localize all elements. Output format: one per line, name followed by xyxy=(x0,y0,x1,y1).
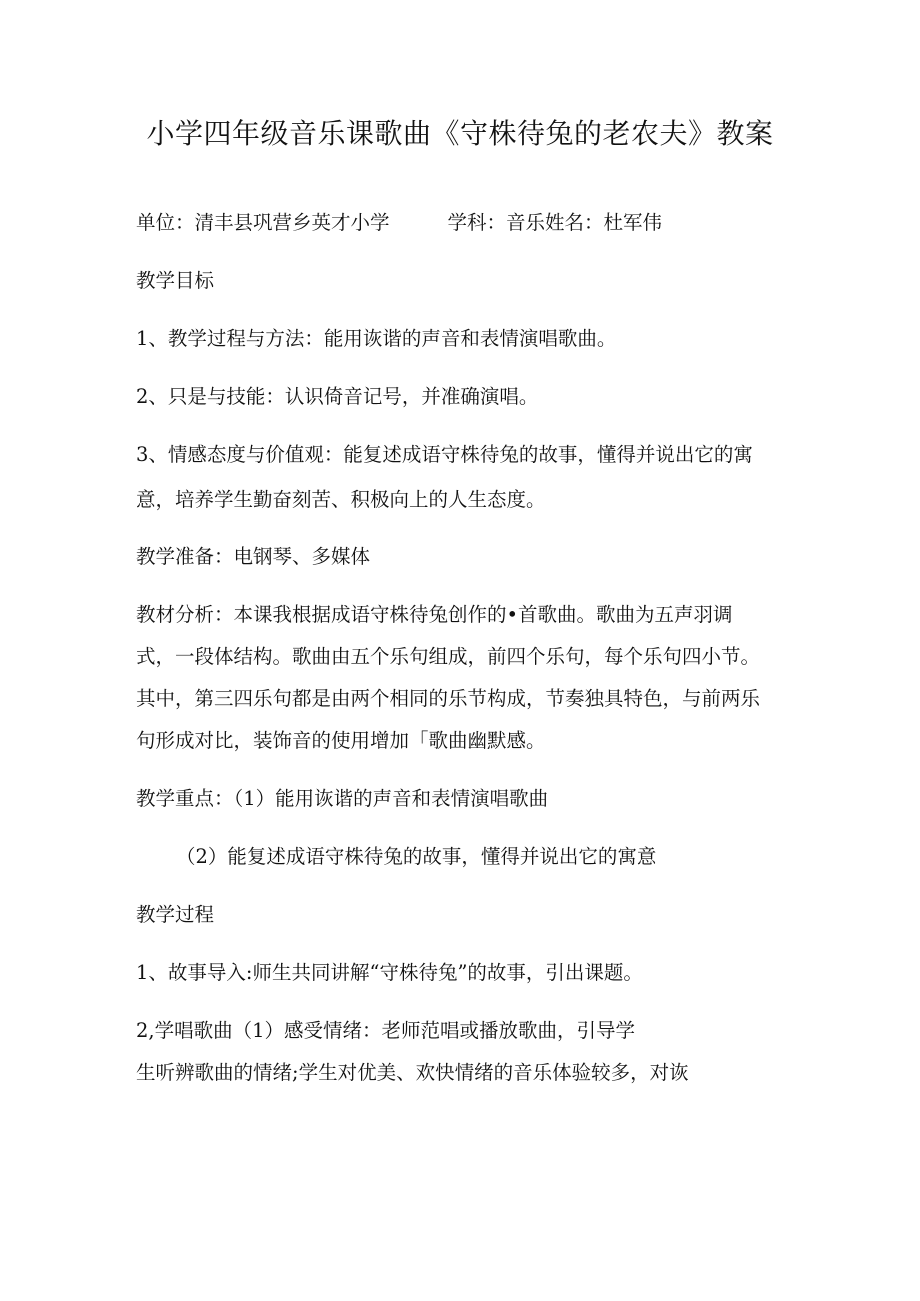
unit-info: 单位：清丰县巩营乡英才小学 xyxy=(136,211,390,234)
goal-2: 2、只是与技能：认识倚音记号，并准确演唱。 xyxy=(136,385,539,408)
process-step-2-line-2: 生听辨歌曲的情绪;学生对优美、欢快情绪的音乐体验较多，对诙 xyxy=(136,1061,689,1084)
analysis-line-3: 其中，第三四乐句都是由两个相同的乐节构成，节奏独具特色，与前两乐 xyxy=(136,687,761,710)
subject-name-info: 学科：音乐姓名：杜军伟 xyxy=(447,211,663,234)
process-step-1: 1、故事导入:师生共同讲解“守株待兔”的故事，引出课题。 xyxy=(136,961,643,984)
key-point-2: （2）能复述成语守株待兔的故事，懂得并说出它的寓意 xyxy=(176,845,657,868)
process-step-2-line-1: 2,学唱歌曲（1）感受情绪：老师范唱或播放歌曲，引导学 xyxy=(136,1019,636,1042)
page-title: 小学四年级音乐课歌曲《守株待兔的老农夫》教案 xyxy=(146,117,774,150)
teaching-preparation: 教学准备：电钢琴、多媒体 xyxy=(136,545,371,568)
goal-1: 1、教学过程与方法：能用诙谐的声音和表情演唱歌曲。 xyxy=(136,327,617,350)
key-point-1: 教学重点：（1）能用诙谐的声音和表情演唱歌曲 xyxy=(136,787,549,810)
goal-3-line-1: 3、情感态度与价值观：能复述成语守株待兔的故事，懂得并说出它的寓 xyxy=(136,443,753,466)
meta-line xyxy=(136,209,662,237)
analysis-line-2: 式，一段体结构。歌曲由五个乐句组成，前四个乐句，每个乐句四小节。 xyxy=(136,645,761,668)
process-heading: 教学过程 xyxy=(136,903,215,926)
analysis-line-1: 教材分析：本课我根据成语守株待兔创作的•首歌曲。歌曲为五声羽调 xyxy=(136,603,733,626)
goal-3-line-2: 意，培养学生勤奋刻苦、积极向上的人生态度。 xyxy=(136,488,546,511)
analysis-line-4: 句形成对比，装饰音的使用增加「歌曲幽默感。 xyxy=(136,729,546,752)
goals-heading: 教学目标 xyxy=(136,269,215,292)
